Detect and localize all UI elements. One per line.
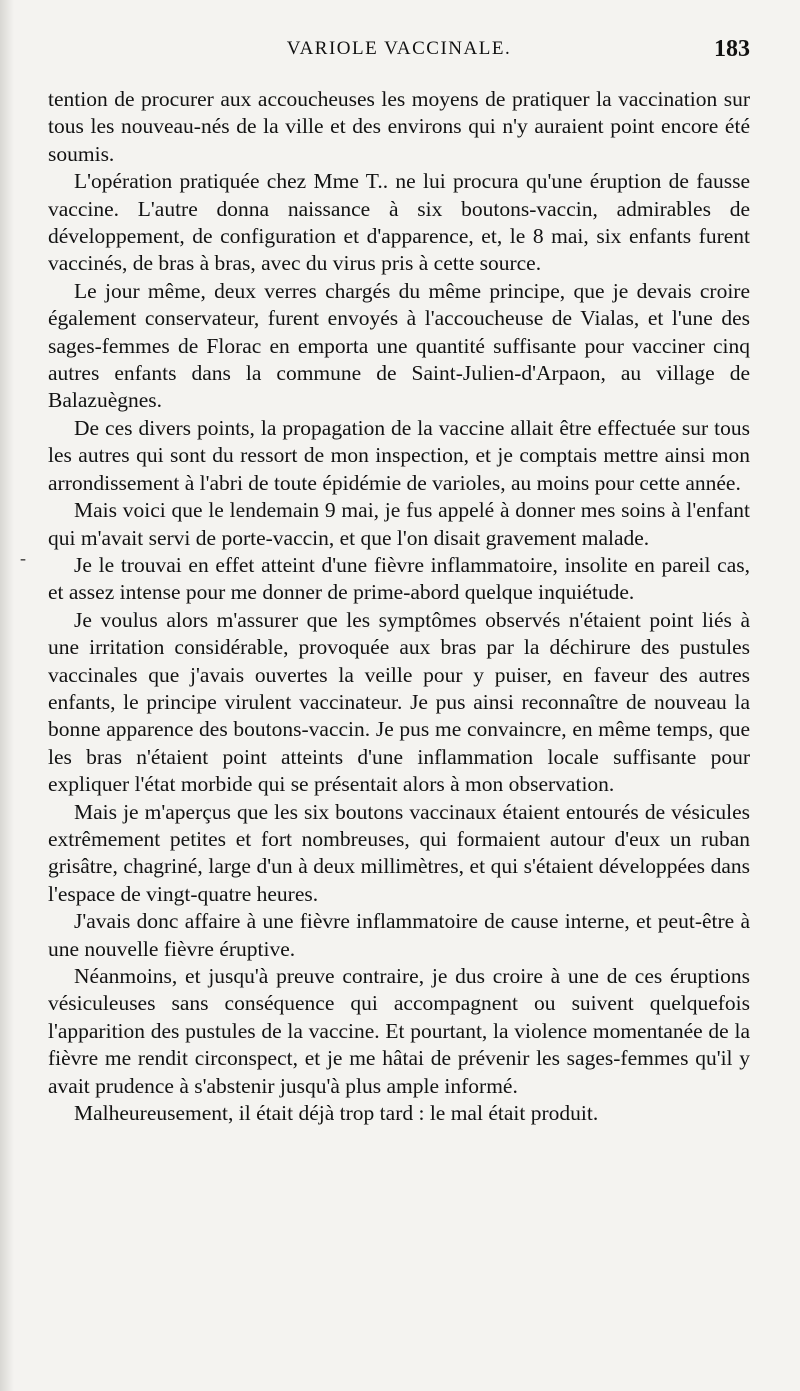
paragraph: Le jour même, deux verres chargés du même principe, que je devais croire également conservateur, furent envoyés à l'accoucheuse de Vialas, et l'une des sages-femmes de Florac en emporta une quantité suffisante pour vacciner cinq autres enfants dans la commune de Saint-Julien-d'Arpaon, au village de Balazuègnes. (48, 278, 750, 413)
paragraph: tention de procurer aux accoucheuses les moyens de pratiquer la vaccination sur tous les nouveau-nés de la ville et des environs qui n'y auraient point encore été soumis. (48, 87, 750, 166)
page-gutter-shadow (0, 0, 14, 1391)
paragraph: De ces divers points, la propagation de la vaccine allait être effectuée sur tous les autres qui sont du ressort de mon inspection, et je comptais mettre ainsi mon arrondissement à l'abri de toute épidémie de varioles, au moins pour cette année. (48, 415, 750, 495)
body-text (48, 86, 750, 1127)
page-header (48, 38, 750, 68)
paragraph: Malheureusement, il était déjà trop tard : le mal était produit. (74, 1101, 599, 1126)
running-title: VARIOLE VACCINALE. (286, 38, 512, 59)
paragraph: J'avais donc affaire à une fièvre inflammatoire de cause interne, et peut-être à une nouvelle fièvre éruptive. (48, 909, 750, 961)
margin-mark: - (20, 548, 26, 568)
page-number: 183 (714, 36, 750, 62)
paragraph: Je le trouvai en effet atteint d'une fièvre inflammatoire, insolite en pareil cas, et assez intense pour me donner de prime-abord quelque inquiétude. (48, 552, 750, 605)
paragraph: Je voulus alors m'assurer que les symptômes observés n'étaient point liés à une irritation considérable, provoquée aux bras par la déchirure des pustules vaccinales que j'avais ouvertes la veille pour y puiser, en faveur des autres enfants, le principe virulent vaccinateur. Je pus ainsi reconnaître de nouveau la bonne apparence des boutons-vaccin. Je pus me convaincre, en même temps, que les bras n'étaient point atteints d'une inflammation locale suffisante pour expliquer l'état morbide qui se présentait alors à mon observation. (48, 607, 750, 797)
paragraph: Mais voici que le lendemain 9 mai, je fus appelé à donner mes soins à l'enfant qui m'avait servi de porte-vaccin, et que l'on disait gravement malade. (48, 498, 750, 550)
paragraph: Néanmoins, et jusqu'à preuve contraire, je dus croire à une de ces éruptions vésiculeuses sans conséquence qui accompagnent ou suivent quelquefois l'apparition des pustules de la vaccine. Et pourtant, la violence momentanée de la fièvre me rendit circonspect, et je me hâtai de prévenir les sages-femmes qu'il y avait prudence à s'abstenir jusqu'à plus ample informé. (48, 964, 750, 1098)
paragraph: L'opération pratiquée chez Mme T.. ne lui procura qu'une éruption de fausse vaccine. L'autre donna naissance à six boutons-vaccin, admirables de développement, de configuration et d'apparence, et, le 8 mai, six enfants furent vaccinés, de bras à bras, avec du virus pris à cette source. (48, 169, 750, 276)
paragraph: Mais je m'aperçus que les six boutons vaccinaux étaient entourés de vésicules extrêmement petites et fort nombreuses, qui formaient autour d'eux un ruban grisâtre, chagriné, large d'un à deux millimètres, et qui s'étaient développées dans l'espace de vingt-quatre heures. (48, 799, 750, 906)
